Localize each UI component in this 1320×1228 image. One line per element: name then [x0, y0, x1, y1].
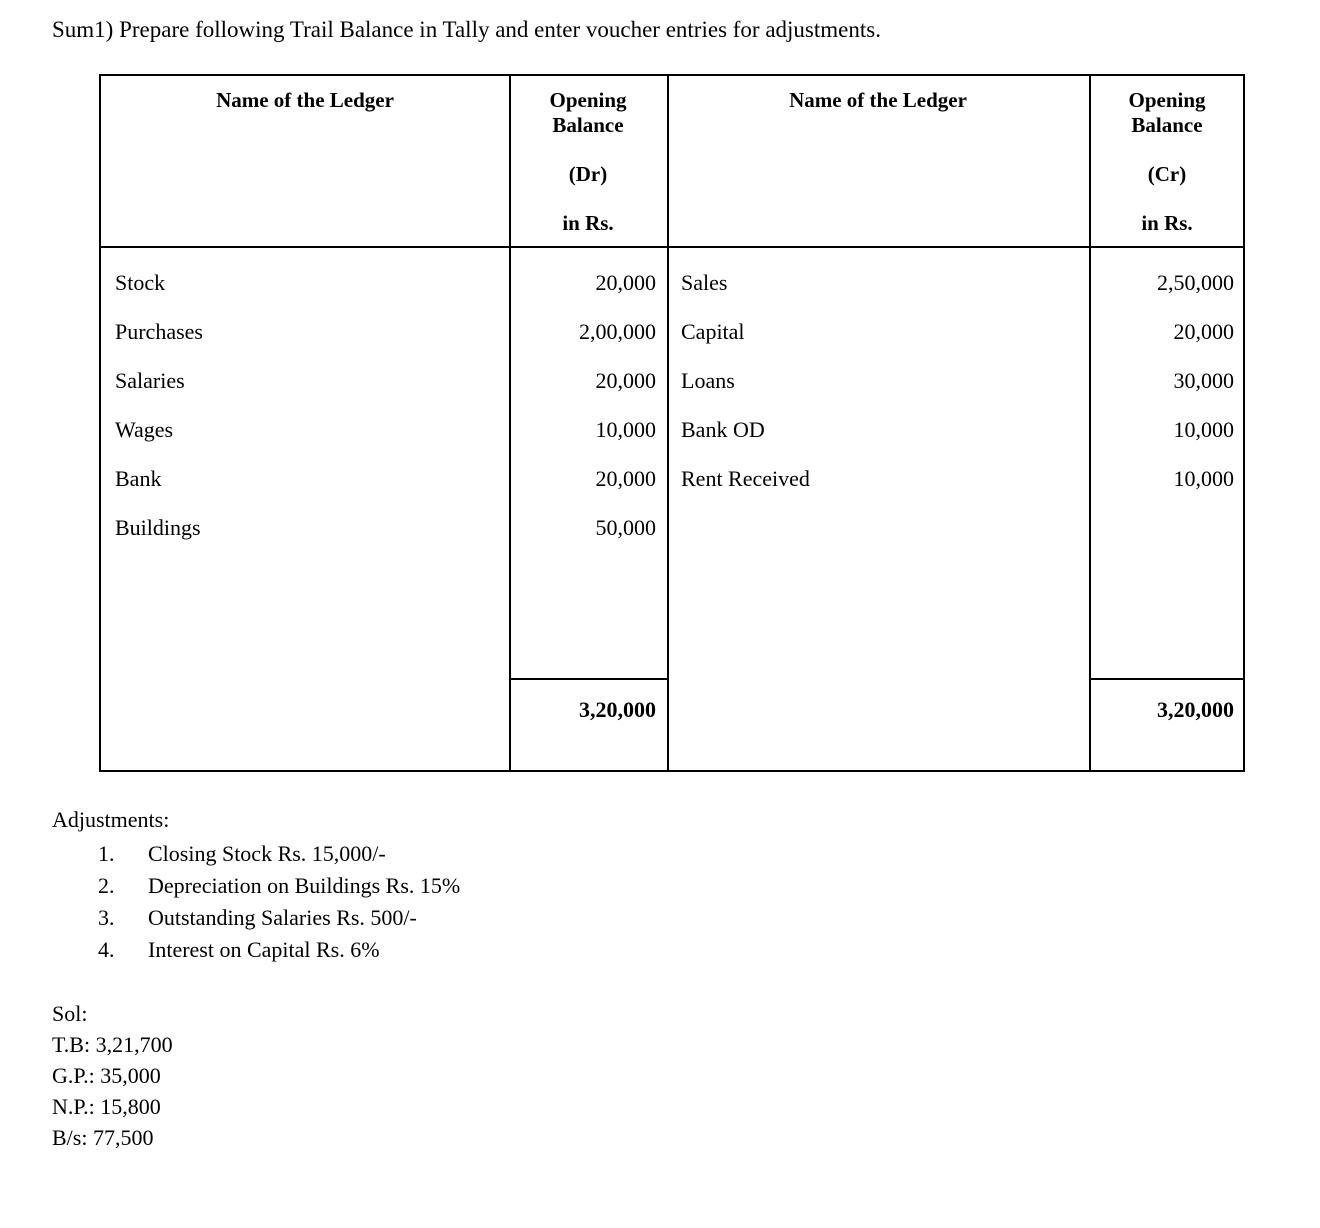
list-item-text: Depreciation on Buildings Rs. 15%	[148, 873, 461, 898]
table-cell-amount: 10,000	[595, 417, 656, 442]
adjustments-title: Adjustments:	[52, 807, 170, 832]
table-row: Wages	[115, 417, 174, 442]
header-dr-gap	[515, 138, 661, 162]
table-cell-amount: 2,50,000	[1157, 270, 1234, 295]
solution-balance-sheet: B/s: 77,500	[52, 1125, 154, 1150]
solution-block	[52, 998, 173, 1153]
table-row: Loans	[681, 368, 735, 393]
header-dr-line3: (Dr)	[568, 162, 608, 186]
column-separator-3-body	[1089, 248, 1091, 678]
list-item-number: 2.	[98, 873, 115, 898]
table-cell-amount: 20,000	[595, 270, 656, 295]
table-totals-row	[101, 678, 1243, 770]
table-row: Capital	[681, 319, 745, 344]
header-ledger-left: Name of the Ledger	[216, 88, 394, 112]
adjustments-list	[52, 838, 460, 966]
header-cr-line1: Opening	[1128, 88, 1206, 112]
list-item	[52, 934, 460, 966]
table-cell-amount: 10,000	[1173, 417, 1234, 442]
table-body	[101, 248, 1243, 678]
table-row: Purchases	[115, 319, 203, 344]
header-dr-line2: Balance	[552, 113, 624, 137]
credit-ledger-column	[667, 248, 1089, 678]
list-item-text: Interest on Capital Rs. 6%	[148, 937, 380, 962]
header-opening-balance-cr	[1089, 76, 1245, 246]
total-debit: 3,20,000	[509, 678, 667, 770]
totals-label-right	[667, 678, 1089, 770]
debit-ledger-column	[101, 248, 509, 678]
header-cr-line3: (Cr)	[1147, 162, 1187, 186]
table-row: Bank	[115, 466, 162, 491]
table-cell-amount: 50,000	[595, 515, 656, 540]
table-row: Stock	[115, 270, 166, 295]
column-separator-3-total	[1089, 678, 1091, 770]
list-item-number: 3.	[98, 905, 115, 930]
header-dr-line4: in Rs.	[562, 211, 614, 235]
header-cr-line4: in Rs.	[1141, 211, 1193, 235]
table-header-row	[101, 76, 1243, 248]
solution-label: Sol:	[52, 1001, 88, 1026]
column-separator-1	[509, 76, 511, 246]
column-separator-1-body	[509, 248, 511, 678]
table-cell-amount: 10,000	[1173, 466, 1234, 491]
list-item	[52, 870, 460, 902]
totals-label-left	[101, 678, 509, 770]
header-ledger-right: Name of the Ledger	[789, 88, 967, 112]
trial-balance-table	[99, 74, 1245, 772]
table-cell-amount: 2,00,000	[579, 319, 656, 344]
question-heading: Sum1) Prepare following Trail Balance in Tally and enter voucher entries for adjustments.	[52, 17, 881, 42]
total-credit: 3,20,000	[1089, 678, 1245, 770]
list-item-text: Closing Stock Rs. 15,000/-	[148, 841, 386, 866]
table-row: Salaries	[115, 368, 185, 393]
solution-gross-profit: G.P.: 35,000	[52, 1063, 161, 1088]
solution-trial-balance: T.B: 3,21,700	[52, 1032, 173, 1057]
table-row: Rent Received	[681, 466, 810, 491]
solution-net-profit: N.P.: 15,800	[52, 1094, 161, 1119]
list-item	[52, 902, 460, 934]
header-dr-line1: Opening	[549, 88, 627, 112]
list-item	[52, 838, 460, 870]
table-cell-amount: 20,000	[1173, 319, 1234, 344]
column-separator-2-body	[667, 248, 669, 678]
header-cr-gap-2	[1095, 187, 1239, 211]
header-cr-gap	[1095, 138, 1239, 162]
credit-amount-column	[1089, 248, 1245, 678]
header-cr-line2: Balance	[1131, 113, 1203, 137]
list-item-text: Outstanding Salaries Rs. 500/-	[148, 905, 417, 930]
table-row: Sales	[681, 270, 728, 295]
list-item-number: 4.	[98, 937, 115, 962]
debit-amount-column	[509, 248, 667, 678]
column-separator-2-total	[667, 678, 669, 770]
table-cell-amount: 20,000	[595, 368, 656, 393]
header-opening-balance-dr	[509, 76, 667, 246]
table-cell-amount: 20,000	[595, 466, 656, 491]
header-dr-gap-2	[515, 187, 661, 211]
table-row: Buildings	[115, 515, 201, 540]
column-separator-2	[667, 76, 669, 246]
table-row: Bank OD	[681, 417, 765, 442]
column-separator-3	[1089, 76, 1091, 246]
column-separator-1-total	[509, 678, 511, 770]
list-item-number: 1.	[98, 841, 115, 866]
table-cell-amount: 30,000	[1173, 368, 1234, 393]
